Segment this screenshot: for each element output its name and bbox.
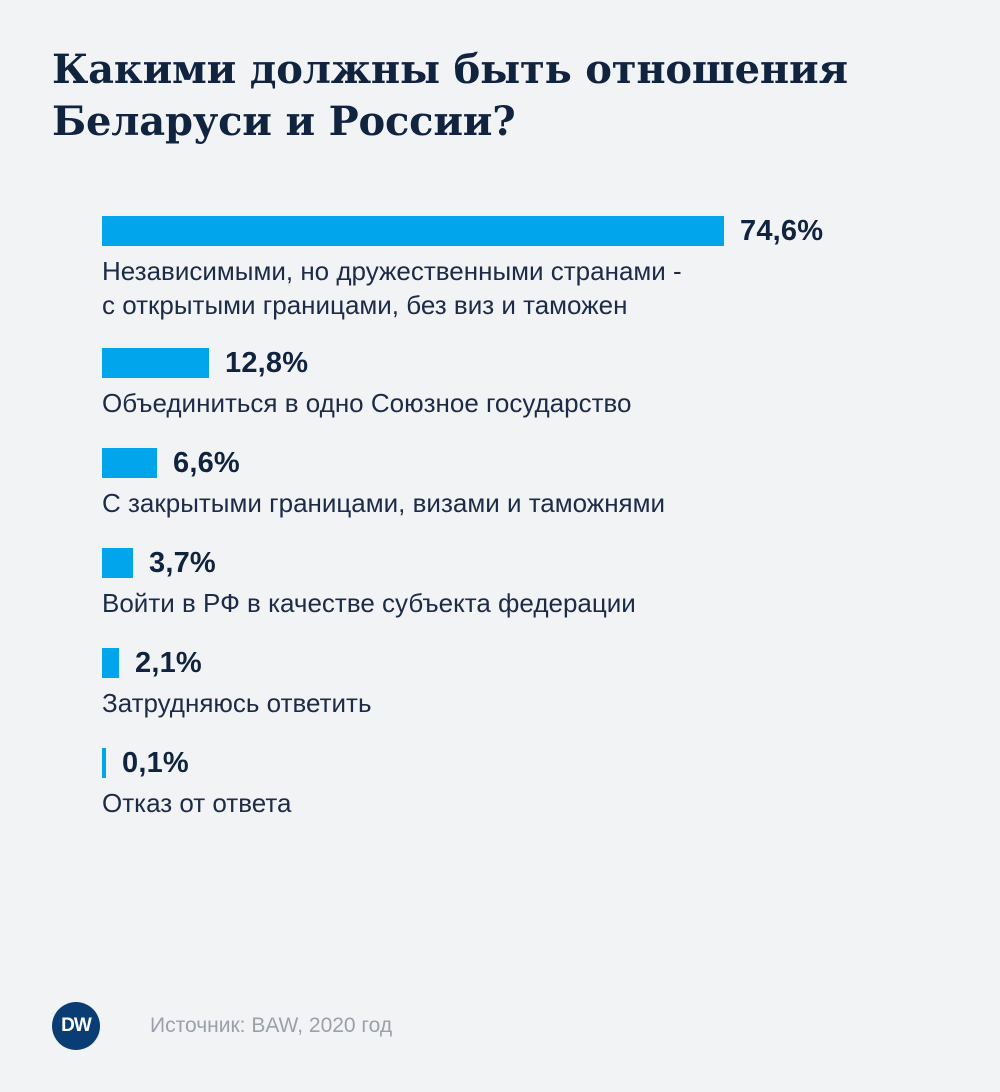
bar-line (102, 344, 960, 382)
bar-category-label-line: Войти в РФ в качестве субъекта федерации (102, 588, 636, 618)
bar (102, 348, 209, 378)
bar (102, 748, 106, 778)
chart-row (0, 212, 1000, 322)
bar-category-label-line: С закрытыми границами, визами и таможнями (102, 488, 666, 518)
source-note: Источник: BAW, 2020 год (150, 1014, 393, 1037)
page-title-line-1: Какими должны быть отношения (52, 46, 848, 93)
bar-category-label-line: Затрудняюсь ответить (102, 688, 372, 718)
bar (102, 216, 724, 246)
bar-category-label-line: Независимыми, но дружественными странами - (102, 256, 682, 286)
dw-logo-icon: DW (52, 1002, 100, 1050)
chart-row (0, 644, 1000, 720)
bar-category-label (102, 686, 942, 720)
chart-row (0, 444, 1000, 520)
page-title (52, 44, 932, 148)
bar-category-label (102, 786, 942, 820)
chart-row (0, 544, 1000, 620)
bar-category-label-line: с открытыми границами, без виз и таможен (102, 290, 628, 320)
bar-chart (0, 212, 1000, 820)
bar-value-label: 0,1% (122, 746, 189, 779)
bar-line (102, 212, 960, 250)
bar-value-label: 2,1% (135, 646, 202, 679)
bar-category-label (102, 254, 942, 322)
bar-value-label: 74,6% (740, 214, 824, 247)
footer (52, 1002, 392, 1050)
bar-category-label (102, 386, 942, 420)
chart-row (0, 744, 1000, 820)
bar-value-label: 3,7% (149, 546, 216, 579)
bar-value-label: 12,8% (225, 346, 309, 379)
bar-line (102, 744, 960, 782)
bar-category-label (102, 586, 942, 620)
bar-line (102, 544, 960, 582)
bar (102, 548, 133, 578)
bar-value-label: 6,6% (173, 446, 240, 479)
bar (102, 448, 157, 478)
bar-line (102, 644, 960, 682)
bar (102, 648, 119, 678)
chart-row (0, 344, 1000, 420)
bar-category-label (102, 486, 942, 520)
bar-category-label-line: Отказ от ответа (102, 788, 292, 818)
bar-category-label-line: Объединиться в одно Союзное государство (102, 388, 632, 418)
page-title-line-2: Беларуси и России? (52, 98, 516, 145)
bar-line (102, 444, 960, 482)
